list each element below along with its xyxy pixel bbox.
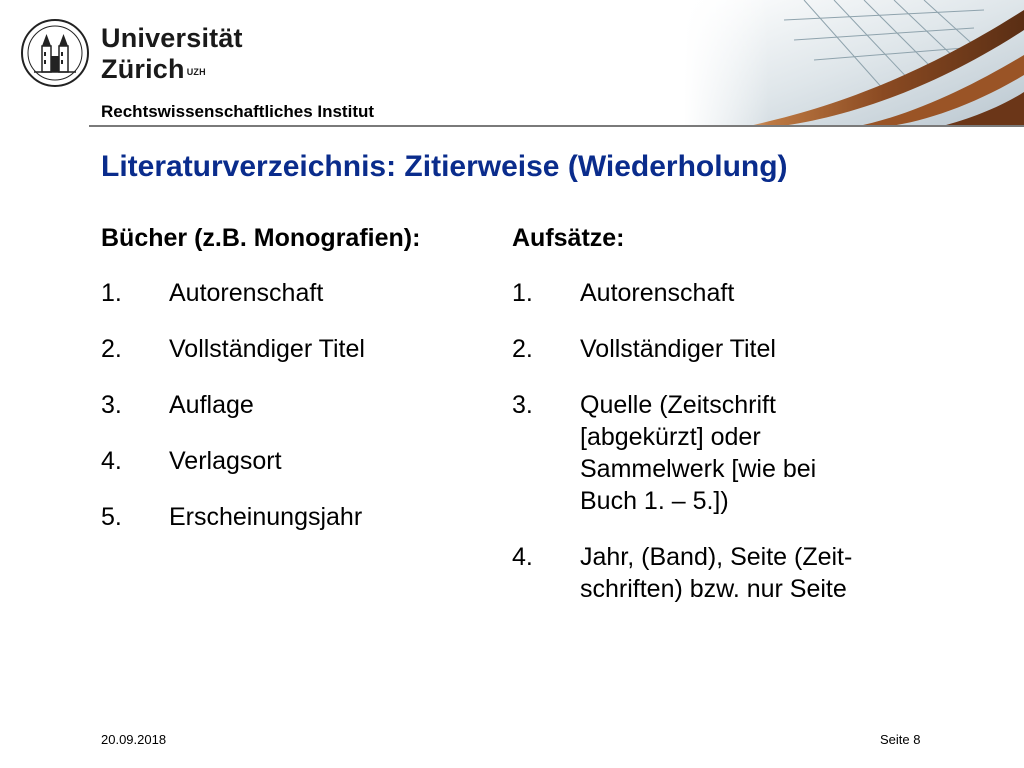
list-item (101, 277, 501, 309)
articles-column (512, 222, 932, 629)
articles-heading: Aufsätze: (512, 224, 625, 252)
books-column (101, 222, 501, 557)
footer-page-number: Seite 8 (880, 732, 921, 747)
list-text: Verlagsort (169, 447, 282, 475)
list-item (101, 445, 501, 477)
list-number: 1. (101, 279, 122, 307)
logo-line-zurich (101, 53, 243, 85)
list-number: 2. (101, 335, 122, 363)
list-number: 1. (512, 279, 533, 307)
list-text: Vollständiger Titel (169, 335, 365, 363)
list-item (512, 277, 932, 309)
books-heading: Bücher (z.B. Monografien): (101, 224, 421, 252)
list-item (512, 389, 932, 517)
list-number: 5. (101, 503, 122, 531)
list-text: Quelle (Zeitschrift [abgekürzt] oder Sammelwerk [wie bei Buch 1. – 5.]) (580, 391, 817, 515)
logo-city: Zürich (101, 54, 185, 84)
list-item (512, 333, 932, 365)
list-item (101, 333, 501, 365)
header-atrium-photo (684, 0, 1024, 127)
slide-title: Literaturverzeichnis: Zitierweise (Wiederholung) (101, 150, 788, 183)
list-item (512, 541, 932, 605)
list-item (101, 501, 501, 533)
institute-name: Rechtswissenschaftliches Institut (101, 102, 375, 121)
list-number: 4. (101, 447, 122, 475)
list-number: 4. (512, 543, 533, 571)
university-seal-logo (20, 18, 90, 88)
university-name-logo (101, 23, 243, 85)
header-divider (89, 125, 1024, 127)
list-text: Autorenschaft (169, 279, 324, 307)
list-text: Jahr, (Band), Seite (Zeit-schriften) bzw. nur Seite (580, 543, 853, 603)
logo-line-university: Universität (101, 23, 243, 53)
list-number: 3. (101, 391, 122, 419)
footer-date: 20.09.2018 (101, 732, 167, 747)
list-text: Erscheinungsjahr (169, 503, 363, 531)
list-item (101, 389, 501, 421)
list-text: Vollständiger Titel (580, 335, 776, 363)
list-number: 3. (512, 391, 533, 419)
list-text: Autorenschaft (580, 279, 735, 307)
logo-uzh-superscript: UZH (186, 67, 206, 77)
list-text: Auflage (169, 391, 254, 419)
list-number: 2. (512, 335, 533, 363)
